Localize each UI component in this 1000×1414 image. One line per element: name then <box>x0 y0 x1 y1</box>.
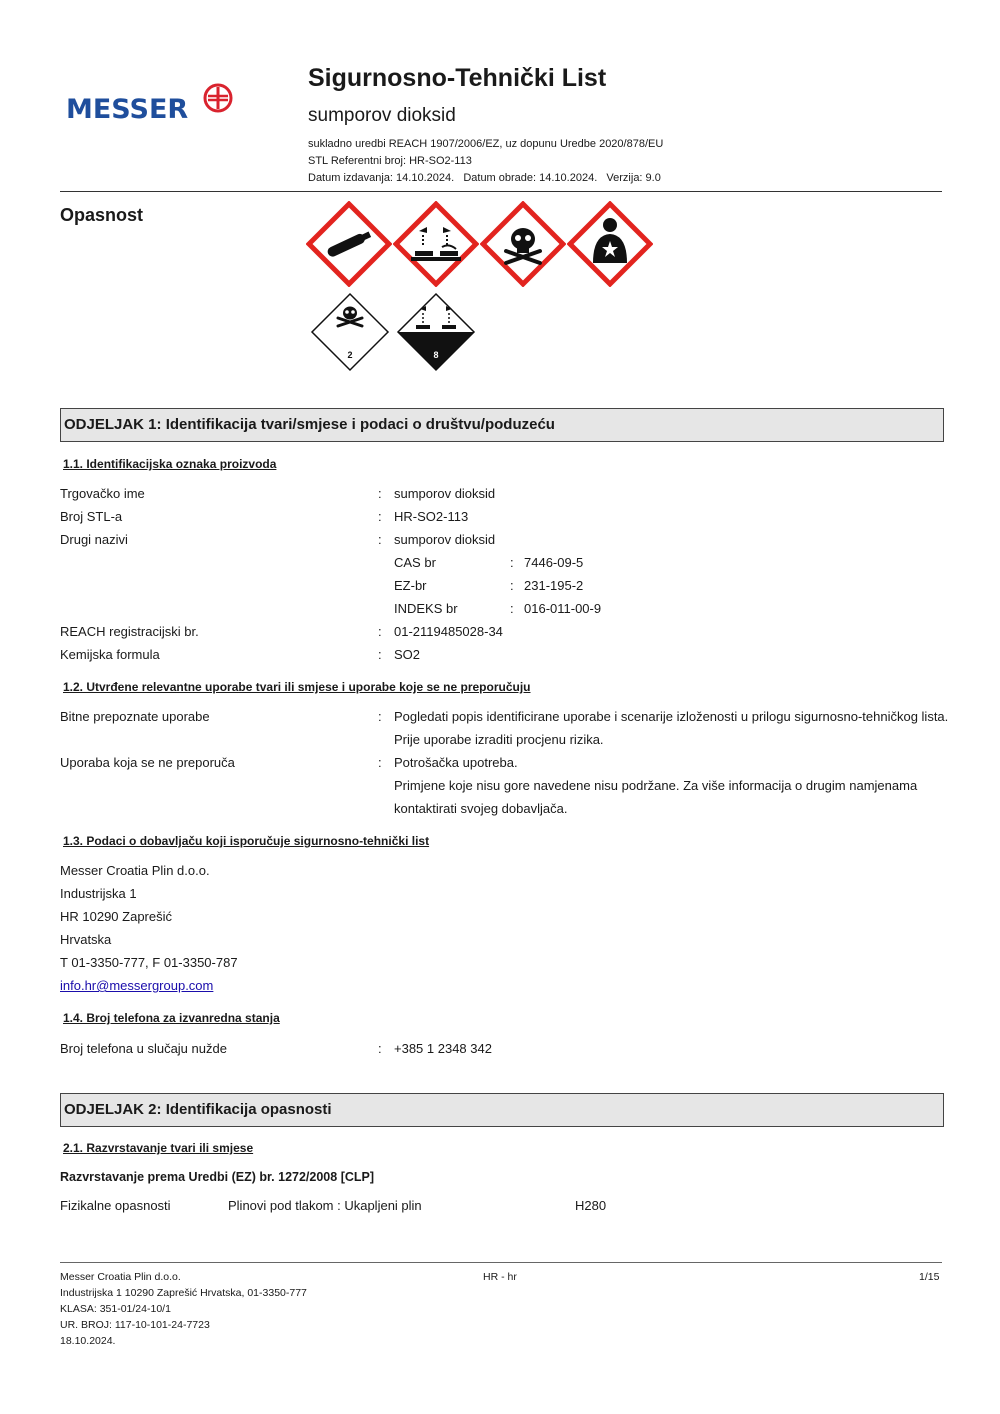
section-1-header <box>60 408 944 442</box>
footer-date: 18.10.2024. <box>60 1335 116 1347</box>
reach-label: REACH registracijski br. <box>60 624 199 639</box>
footer-company: Messer Croatia Plin d.o.o. <box>60 1271 181 1283</box>
reference-number: STL Referentni broj: HR-SO2-113 <box>308 155 472 167</box>
colon: : <box>510 601 514 616</box>
reach-value: 01-2119485028-34 <box>394 624 503 639</box>
supplier-phone: T 01-3350-777, F 01-3350-787 <box>60 955 238 970</box>
ez-value: 231-195-2 <box>524 578 584 593</box>
document-title: Sigurnosno-Tehnički List <box>308 64 607 92</box>
header-divider <box>60 191 942 192</box>
trade-name-label: Trgovačko ime <box>60 486 145 501</box>
corrosive-label-number: 8 <box>433 350 439 360</box>
supplier-company: Messer Croatia Plin d.o.o. <box>60 863 210 878</box>
not-recommended-line-3: kontaktirati svojeg dobavljača. <box>394 801 568 816</box>
not-recommended-line-1: Potrošačka upotreba. <box>394 755 518 770</box>
section-2-title: ODJELJAK 2: Identifikacija opasnosti <box>64 1101 332 1118</box>
identified-uses-line-2: Prije uporabe izraditi procjenu rizika. <box>394 732 604 747</box>
section-1-title: ODJELJAK 1: Identifikacija tvari/smjese i podaci o društvu/poduzeću <box>64 416 555 433</box>
messer-logo-icon <box>202 82 234 114</box>
colon: : <box>378 1041 382 1056</box>
colon: : <box>378 709 382 724</box>
subsection-1-4-heading: 1.4. Broj telefona za izvanredna stanja <box>63 1011 280 1025</box>
gas-cylinder-icon <box>306 201 392 287</box>
ez-label: EZ-br <box>394 578 427 593</box>
colon: : <box>510 578 514 593</box>
stl-number-value: HR-SO2-113 <box>394 509 469 524</box>
signal-word: Opasnost <box>60 205 144 225</box>
identified-uses-label: Bitne prepoznate uporabe <box>60 709 210 724</box>
company-logo <box>66 82 236 126</box>
emergency-phone-label: Broj telefona u slučaju nužde <box>60 1041 227 1056</box>
subsection-1-3-heading: 1.3. Podaci o dobavljaču koji isporučuje sigurnosno-tehnički list <box>63 834 430 848</box>
emergency-phone-value: +385 1 2348 342 <box>394 1041 492 1056</box>
formula-value: SO2 <box>394 647 421 662</box>
colon: : <box>510 555 514 570</box>
colon: : <box>378 486 382 501</box>
cas-value: 7446-09-5 <box>524 555 584 570</box>
footer-klasa: KLASA: 351-01/24-10/1 <box>60 1303 171 1315</box>
colon: : <box>378 647 382 662</box>
not-recommended-line-2: Primjene koje nisu gore navedene nisu podržane. Za više informacija o drugim namjenama <box>394 778 918 793</box>
footer-language: HR - hr <box>483 1271 517 1283</box>
physical-hazards-label: Fizikalne opasnosti <box>60 1198 171 1213</box>
formula-label: Kemijska formula <box>60 647 160 662</box>
stl-number-label: Broj STL-a <box>60 509 123 524</box>
trade-name-value: sumporov dioksid <box>394 486 496 501</box>
corrosion-icon <box>393 201 479 287</box>
subsection-1-2-heading: 1.2. Utvrđene relevantne uporabe tvari ili smjese i uporabe koje se ne preporučuju <box>63 680 531 694</box>
clp-heading: Razvrstavanje prema Uredbi (EZ) br. 1272/2008 [CLP] <box>60 1170 375 1184</box>
index-label: INDEKS br <box>394 601 458 616</box>
footer-page-number: 1/15 <box>919 1271 940 1283</box>
skull-crossbones-icon <box>480 201 566 287</box>
supplier-city: HR 10290 Zaprešić <box>60 909 172 924</box>
corrosive-label-icon <box>396 292 476 372</box>
colon: : <box>378 755 382 770</box>
regulation-text: sukladno uredbi REACH 1907/2006/EZ, uz dopunu Uredbe 2020/878/EU <box>308 138 664 150</box>
subsection-1-1-heading: 1.1. Identifikacijska oznaka proizvoda <box>63 457 277 471</box>
document-dates: Datum izdavanja: 14.10.2024. Datum obrade: 14.10.2024. Verzija: 9.0 <box>308 172 661 184</box>
other-names-label: Drugi nazivi <box>60 532 128 547</box>
cas-label: CAS br <box>394 555 436 570</box>
other-names-value: sumporov dioksid <box>394 532 496 547</box>
subsection-2-1-heading: 2.1. Razvrstavanje tvari ili smjese <box>63 1141 254 1155</box>
colon: : <box>378 624 382 639</box>
footer-ur-broj: UR. BROJ: 117-10-101-24-7723 <box>60 1319 210 1331</box>
supplier-email-link[interactable]: info.hr@messergroup.com <box>60 978 214 993</box>
identified-uses-line-1: Pogledati popis identificirane uporabe i scenarije izloženosti u prilogu sigurnosno-tehničkog lista. <box>394 709 949 724</box>
toxic-gas-label-icon <box>310 292 390 372</box>
supplier-country: Hrvatska <box>60 932 112 947</box>
product-name: sumporov dioksid <box>308 105 456 126</box>
health-hazard-icon <box>567 201 653 287</box>
index-value: 016-011-00-9 <box>524 601 602 616</box>
supplier-street: Industrijska 1 <box>60 886 137 901</box>
footer-address: Industrijska 1 10290 Zaprešić Hrvatska, 01-3350-777 <box>60 1287 307 1299</box>
footer-divider <box>60 1262 942 1263</box>
logo-text: MESSER <box>66 94 189 125</box>
toxic-gas-label-number: 2 <box>347 350 353 360</box>
hazard-code: H280 <box>575 1198 607 1213</box>
physical-hazards-value: Plinovi pod tlakom : Ukapljeni plin <box>228 1198 422 1213</box>
colon: : <box>378 509 382 524</box>
colon: : <box>378 532 382 547</box>
not-recommended-label: Uporaba koja se ne preporuča <box>60 755 235 770</box>
section-2-header <box>60 1093 944 1127</box>
